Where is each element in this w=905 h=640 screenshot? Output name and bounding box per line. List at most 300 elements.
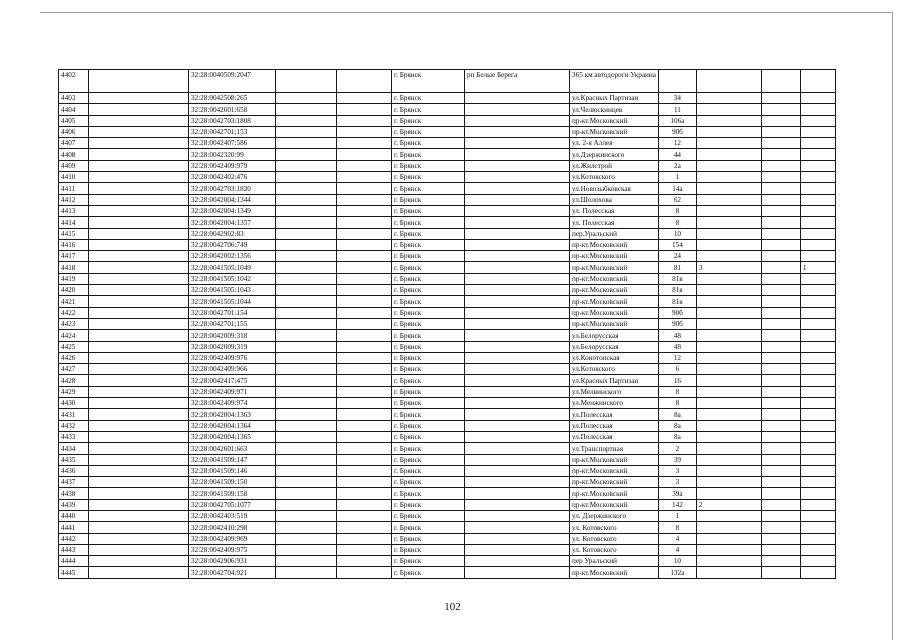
table-row (59, 533, 836, 544)
row-number-cell: 4417 (59, 251, 89, 262)
settlement-cell (465, 465, 570, 476)
table-row (59, 126, 836, 137)
blank-cell (761, 443, 800, 454)
blank-cell (761, 533, 800, 544)
cadastral-number-cell: 32:28:0042704:921 (189, 567, 276, 578)
table-row (59, 477, 836, 488)
apartment-cell (800, 149, 835, 160)
building-cell (696, 352, 761, 363)
blank-cell (337, 126, 392, 137)
blank-cell (89, 115, 189, 126)
street-cell: ул. Полесская (570, 217, 659, 228)
cadastral-number-cell: 32:28:0042409:975 (189, 544, 276, 555)
cadastral-number-cell: 32:28:0042004:1357 (189, 217, 276, 228)
house-number-cell: 90б (658, 318, 696, 329)
building-cell (696, 115, 761, 126)
blank-cell (89, 262, 189, 273)
table-row (59, 522, 836, 533)
blank-cell (761, 149, 800, 160)
street-cell: ул.Конотопская (570, 352, 659, 363)
blank-cell (337, 262, 392, 273)
house-number-cell: 62 (658, 194, 696, 205)
blank-cell (276, 285, 337, 296)
building-cell (696, 522, 761, 533)
city-cell: г. Брянск (392, 364, 465, 375)
blank-cell (276, 93, 337, 104)
cadastral-number-cell: 32:28:0042009:318 (189, 330, 276, 341)
blank-cell (276, 138, 337, 149)
settlement-cell (465, 149, 570, 160)
settlement-cell (465, 510, 570, 521)
street-cell: ул.Полесская (570, 409, 659, 420)
blank-cell (337, 465, 392, 476)
building-cell (696, 285, 761, 296)
table-row (59, 510, 836, 521)
city-cell: г. Брянск (392, 251, 465, 262)
blank-cell (276, 375, 337, 386)
apartment-cell (800, 228, 835, 239)
street-cell: ул.Дзержинского (570, 149, 659, 160)
cadastral-number-cell: 32:28:0042417:475 (189, 375, 276, 386)
blank-cell (276, 522, 337, 533)
blank-cell (337, 273, 392, 284)
building-cell (696, 386, 761, 397)
building-cell (696, 93, 761, 104)
city-cell: г. Брянск (392, 386, 465, 397)
blank-cell (337, 567, 392, 578)
building-cell (696, 431, 761, 442)
blank-cell (276, 104, 337, 115)
house-number-cell: 12 (658, 352, 696, 363)
row-number-cell: 4428 (59, 375, 89, 386)
cadastral-number-cell: 32:28:0042004:1363 (189, 409, 276, 420)
cadastral-number-cell: 32:28:0041509:158 (189, 488, 276, 499)
building-cell (696, 477, 761, 488)
table-row (59, 149, 836, 160)
table-row (59, 375, 836, 386)
blank-cell (761, 477, 800, 488)
house-number-cell: 12 (658, 138, 696, 149)
settlement-cell (465, 431, 570, 442)
blank-cell (89, 205, 189, 216)
house-number-cell: 2а (658, 160, 696, 171)
street-cell: пр-кт.Московский (570, 285, 659, 296)
city-cell: г. Брянск (392, 477, 465, 488)
street-cell: ул. Полесская (570, 205, 659, 216)
row-number-cell: 4411 (59, 183, 89, 194)
city-cell: г. Брянск (392, 70, 465, 93)
cadastral-number-cell: 32:28:0041509:150 (189, 477, 276, 488)
table-row (59, 251, 836, 262)
cadastral-number-cell: 32:28:0041505:1049 (189, 262, 276, 273)
settlement-cell (465, 217, 570, 228)
blank-cell (276, 183, 337, 194)
blank-cell (761, 273, 800, 284)
street-cell: ул. Дзержинского (570, 510, 659, 521)
blank-cell (761, 364, 800, 375)
blank-cell (761, 352, 800, 363)
apartment-cell (800, 160, 835, 171)
blank-cell (89, 364, 189, 375)
city-cell: г. Брянск (392, 454, 465, 465)
settlement-cell (465, 194, 570, 205)
blank-cell (761, 262, 800, 273)
blank-cell (89, 183, 189, 194)
blank-cell (276, 307, 337, 318)
city-cell: г. Брянск (392, 567, 465, 578)
street-cell: ул.Полесская (570, 431, 659, 442)
blank-cell (761, 172, 800, 183)
apartment-cell (800, 205, 835, 216)
row-number-cell: 4406 (59, 126, 89, 137)
apartment-cell (800, 251, 835, 262)
table-row (59, 307, 836, 318)
blank-cell (89, 160, 189, 171)
blank-cell (89, 251, 189, 262)
house-number-cell: 2 (658, 443, 696, 454)
cadastral-number-cell: 32:28:0042703:1820 (189, 183, 276, 194)
street-cell: ул.Менжинского (570, 398, 659, 409)
house-number-cell: 24 (658, 251, 696, 262)
blank-cell (337, 431, 392, 442)
apartment-cell (800, 522, 835, 533)
blank-cell (276, 352, 337, 363)
cadastral-number-cell: 32:28:0042703:1808 (189, 115, 276, 126)
settlement-cell (465, 160, 570, 171)
cadastral-number-cell: 32:28:0041505:1043 (189, 285, 276, 296)
row-number-cell: 4407 (59, 138, 89, 149)
row-number-cell: 4404 (59, 104, 89, 115)
building-cell (696, 217, 761, 228)
city-cell: г. Брянск (392, 499, 465, 510)
blank-cell (276, 341, 337, 352)
blank-cell (337, 341, 392, 352)
house-number-cell: 1 (658, 510, 696, 521)
blank-cell (761, 93, 800, 104)
cadastral-number-cell: 32:28:0042601:658 (189, 104, 276, 115)
table-row (59, 443, 836, 454)
blank-cell (337, 330, 392, 341)
apartment-cell (800, 431, 835, 442)
building-cell (696, 364, 761, 375)
city-cell: г. Брянск (392, 296, 465, 307)
house-number-cell: 132а (658, 567, 696, 578)
table-row (59, 330, 836, 341)
street-cell: пр-кт.Московский (570, 262, 659, 273)
city-cell: г. Брянск (392, 205, 465, 216)
cadastral-number-cell: 32:28:0042409:969 (189, 533, 276, 544)
blank-cell (276, 296, 337, 307)
blank-cell (761, 138, 800, 149)
apartment-cell (800, 510, 835, 521)
table-row (59, 160, 836, 171)
house-number-cell: 106а (658, 115, 696, 126)
house-number-cell: 8 (658, 398, 696, 409)
apartment-cell (800, 556, 835, 567)
apartment-cell (800, 330, 835, 341)
cadastral-number-cell: 32:28:0042409:966 (189, 364, 276, 375)
cadastral-number-cell: 32:28:0042601:663 (189, 443, 276, 454)
street-cell: ул.Мелвинского (570, 386, 659, 397)
street-cell: пр-кт.Московский (570, 273, 659, 284)
street-cell: пр-кт.Московский (570, 115, 659, 126)
city-cell: г. Брянск (392, 93, 465, 104)
cadastral-number-cell: 32:28:0042705:1077 (189, 499, 276, 510)
cadastral-number-cell: 32:28:0042409:976 (189, 352, 276, 363)
house-number-cell (658, 70, 696, 93)
blank-cell (89, 126, 189, 137)
blank-cell (337, 544, 392, 555)
cadastral-number-cell: 32:28:0042407:586 (189, 138, 276, 149)
settlement-cell (465, 443, 570, 454)
cadastral-number-cell: 32:28:0042701:154 (189, 307, 276, 318)
row-number-cell: 4418 (59, 262, 89, 273)
address-table (58, 69, 836, 579)
blank-cell (337, 477, 392, 488)
building-cell (696, 533, 761, 544)
table-row (59, 228, 836, 239)
blank-cell (761, 239, 800, 250)
blank-cell (761, 420, 800, 431)
blank-cell (89, 567, 189, 578)
row-number-cell: 4434 (59, 443, 89, 454)
city-cell: г. Брянск (392, 522, 465, 533)
cadastral-number-cell: 32:28:0042508:265 (189, 93, 276, 104)
table-row (59, 138, 836, 149)
blank-cell (89, 420, 189, 431)
street-cell: ул. Котовского (570, 533, 659, 544)
blank-cell (337, 149, 392, 160)
house-number-cell: 16 (658, 375, 696, 386)
blank-cell (337, 217, 392, 228)
settlement-cell (465, 352, 570, 363)
blank-cell (276, 318, 337, 329)
building-cell (696, 420, 761, 431)
cadastral-number-cell: 32:28:0042906:931 (189, 556, 276, 567)
building-cell (696, 330, 761, 341)
street-cell: ул.Белорусская (570, 341, 659, 352)
blank-cell (337, 70, 392, 93)
building-cell (696, 443, 761, 454)
building-cell (696, 172, 761, 183)
settlement-cell (465, 420, 570, 431)
building-cell (696, 544, 761, 555)
cadastral-number-cell: 32:28:0040509:2047 (189, 70, 276, 93)
settlement-cell (465, 183, 570, 194)
settlement-cell (465, 115, 570, 126)
apartment-cell: 1 (800, 262, 835, 273)
blank-cell (276, 499, 337, 510)
city-cell: г. Брянск (392, 431, 465, 442)
city-cell: г. Брянск (392, 533, 465, 544)
table-row (59, 285, 836, 296)
apartment-cell (800, 239, 835, 250)
street-cell: ул.Челюскинцев (570, 104, 659, 115)
settlement-cell (465, 556, 570, 567)
blank-cell (89, 488, 189, 499)
blank-cell (89, 465, 189, 476)
house-number-cell: 11 (658, 104, 696, 115)
blank-cell (337, 104, 392, 115)
cadastral-number-cell: 32:28:0042706:749 (189, 239, 276, 250)
blank-cell (89, 273, 189, 284)
blank-cell (761, 194, 800, 205)
settlement-cell (465, 296, 570, 307)
apartment-cell (800, 567, 835, 578)
house-number-cell: 81 (658, 262, 696, 273)
building-cell (696, 239, 761, 250)
blank-cell (337, 285, 392, 296)
blank-cell (89, 70, 189, 93)
apartment-cell (800, 70, 835, 93)
building-cell (696, 273, 761, 284)
blank-cell (89, 398, 189, 409)
street-cell: пр-кт.Московский (570, 465, 659, 476)
city-cell: г. Брянск (392, 228, 465, 239)
building-cell (696, 160, 761, 171)
settlement-cell (465, 386, 570, 397)
blank-cell (89, 228, 189, 239)
street-cell: пр-кт.Московский (570, 307, 659, 318)
house-number-cell: 14а (658, 183, 696, 194)
street-cell: ул. 2-я Аллея (570, 138, 659, 149)
table-row (59, 205, 836, 216)
cadastral-number-cell: 32:28:0041505:1042 (189, 273, 276, 284)
blank-cell (89, 341, 189, 352)
row-number-cell: 4441 (59, 522, 89, 533)
cadastral-number-cell: 32:28:0042320:99 (189, 149, 276, 160)
table-row (59, 352, 836, 363)
blank-cell (337, 409, 392, 420)
blank-cell (337, 307, 392, 318)
row-number-cell: 4437 (59, 477, 89, 488)
blank-cell (89, 477, 189, 488)
apartment-cell (800, 352, 835, 363)
blank-cell (761, 510, 800, 521)
apartment-cell (800, 307, 835, 318)
row-number-cell: 4435 (59, 454, 89, 465)
settlement-cell (465, 138, 570, 149)
building-cell (696, 510, 761, 521)
blank-cell (761, 318, 800, 329)
blank-cell (276, 160, 337, 171)
blank-cell (337, 205, 392, 216)
row-number-cell: 4415 (59, 228, 89, 239)
row-number-cell: 4412 (59, 194, 89, 205)
apartment-cell (800, 194, 835, 205)
cadastral-number-cell: 32:28:0041505:1044 (189, 296, 276, 307)
blank-cell (761, 522, 800, 533)
street-cell: пер.Уральский (570, 228, 659, 239)
row-number-cell: 4423 (59, 318, 89, 329)
table-row (59, 556, 836, 567)
blank-cell (337, 488, 392, 499)
city-cell: г. Брянск (392, 262, 465, 273)
blank-cell (276, 477, 337, 488)
blank-cell (337, 239, 392, 250)
building-cell (696, 296, 761, 307)
settlement-cell (465, 454, 570, 465)
blank-cell (761, 465, 800, 476)
apartment-cell (800, 443, 835, 454)
page-number: 102 (444, 601, 461, 613)
settlement-cell (465, 307, 570, 318)
settlement-cell (465, 126, 570, 137)
row-number-cell: 4438 (59, 488, 89, 499)
blank-cell (89, 409, 189, 420)
blank-cell (337, 556, 392, 567)
building-cell (696, 194, 761, 205)
row-number-cell: 4442 (59, 533, 89, 544)
row-number-cell: 4410 (59, 172, 89, 183)
blank-cell (337, 296, 392, 307)
building-cell (696, 341, 761, 352)
blank-cell (276, 488, 337, 499)
building-cell (696, 409, 761, 420)
city-cell: г. Брянск (392, 544, 465, 555)
city-cell: г. Брянск (392, 126, 465, 137)
settlement-cell (465, 409, 570, 420)
blank-cell (276, 149, 337, 160)
street-cell: ул.Котовского (570, 364, 659, 375)
building-cell (696, 104, 761, 115)
blank-cell (276, 454, 337, 465)
blank-cell (761, 567, 800, 578)
street-cell: пр-кт.Московский (570, 454, 659, 465)
row-number-cell: 4419 (59, 273, 89, 284)
cadastral-number-cell: 32:28:0041509:146 (189, 465, 276, 476)
settlement-cell (465, 273, 570, 284)
house-number-cell: 8 (658, 386, 696, 397)
blank-cell (337, 375, 392, 386)
house-number-cell: 8 (658, 217, 696, 228)
row-number-cell: 4444 (59, 556, 89, 567)
row-number-cell: 4402 (59, 70, 89, 93)
blank-cell (89, 352, 189, 363)
street-cell: пер Уральский (570, 556, 659, 567)
street-cell: ул.Полесская (570, 420, 659, 431)
city-cell: г. Брянск (392, 318, 465, 329)
city-cell: г. Брянск (392, 510, 465, 521)
blank-cell (276, 420, 337, 431)
settlement-cell (465, 205, 570, 216)
settlement-cell (465, 318, 570, 329)
building-cell (696, 398, 761, 409)
blank-cell (337, 420, 392, 431)
house-number-cell: 142 (658, 499, 696, 510)
row-number-cell: 4405 (59, 115, 89, 126)
street-cell: пр-кт.Московский (570, 318, 659, 329)
blank-cell (89, 172, 189, 183)
page-top-border (40, 12, 892, 13)
table-row (59, 104, 836, 115)
settlement-cell (465, 533, 570, 544)
row-number-cell: 4420 (59, 285, 89, 296)
city-cell: г. Брянск (392, 149, 465, 160)
cadastral-number-cell: 32:28:0041509:147 (189, 454, 276, 465)
house-number-cell: 10 (658, 556, 696, 567)
table-row (59, 318, 836, 329)
blank-cell (337, 499, 392, 510)
street-cell: пр-кт.Московский (570, 239, 659, 250)
street-cell: пр-кт.Московский (570, 488, 659, 499)
blank-cell (89, 522, 189, 533)
blank-cell (276, 251, 337, 262)
table-row (59, 364, 836, 375)
blank-cell (276, 194, 337, 205)
table-row (59, 341, 836, 352)
apartment-cell (800, 115, 835, 126)
